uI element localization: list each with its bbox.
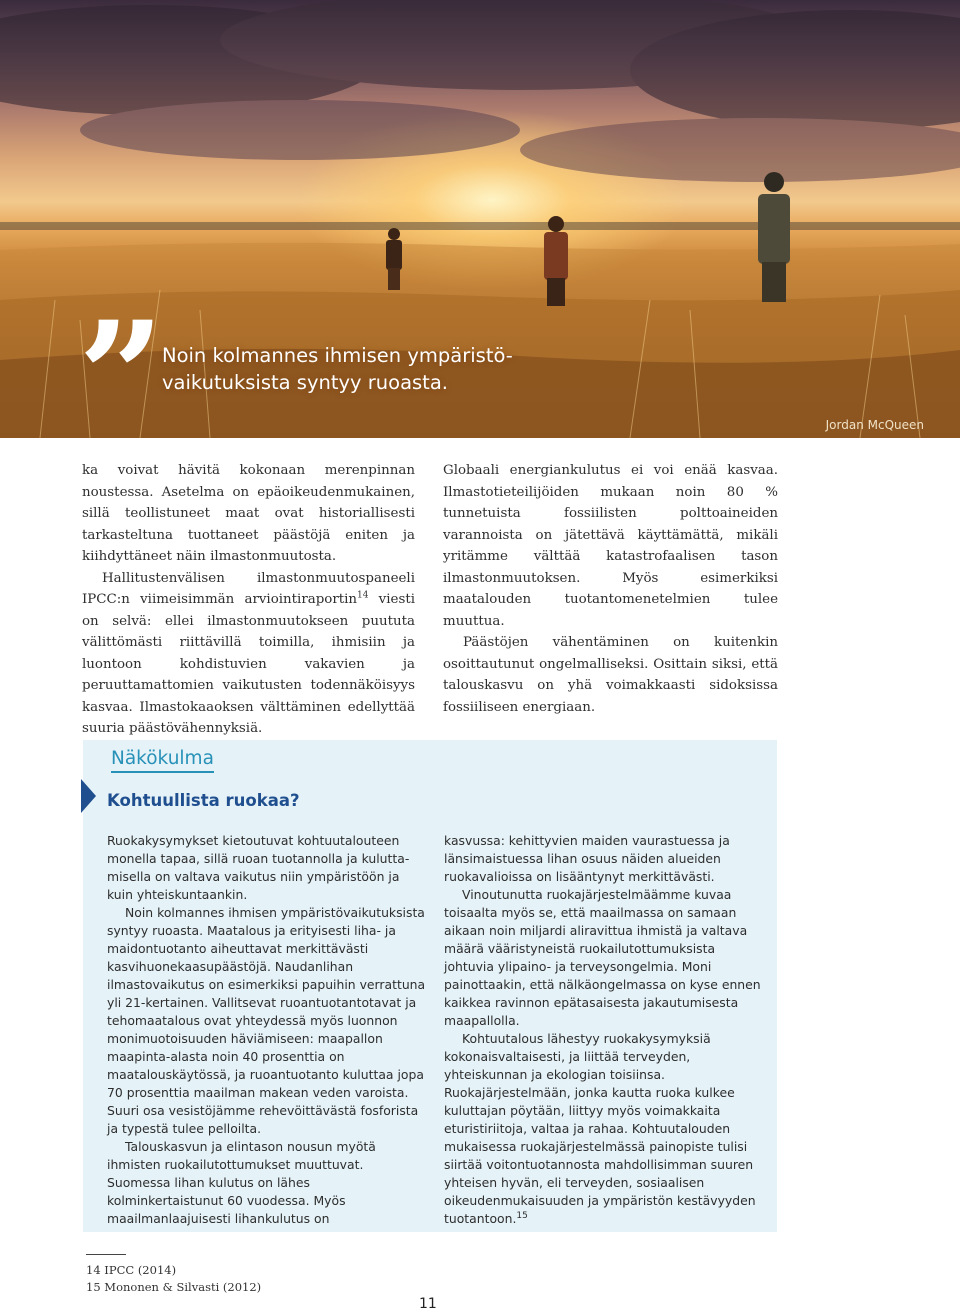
photo-credit: Jordan McQueen <box>825 418 924 432</box>
box-column-right <box>444 832 764 1228</box>
paragraph: Päästöjen vähentäminen on kuitenkin osoittautunut ongelmalliseksi. Osittain siksi, että talouskasvu on yhä voimakkaasti sidoksissa fossiiliseen energiaan. <box>443 635 778 715</box>
paragraph: Ruokakysymykset kietoutuvat kohtuutalouteen monella tapaa, sillä ruoan tuotannolla ja kulutta-misella on valtava vaikutus niin ympäristöön ja kuin yhteiskuntaankin. <box>107 833 410 902</box>
horizon-band <box>0 222 960 230</box>
page-number: 11 <box>419 1296 437 1312</box>
paragraph: Globaali energiankulutus ei voi enää kasvaa. Ilmastotieteilijöiden mukaan noin 80 % tunnetuista fossiilisten polttoaineiden varannoista on jätettävä käyttämättä, mikäli yritämme välttää katastrofaalisen tason ilmastonmuutoksen. Myös esimerkiksi maatalouden tuotantomenetelmien tulee muuttua. <box>443 463 778 629</box>
paragraph-text: viesti on selvä: ellei ilmastonmuutokseen puututa välittömästi riittävillä toimilla, ihmisiin ja luontoon kohdistuvien vakavien ja peruuttamattomien vaikutusten todennäköisyys kasvaa. Ilmastokaaoksen välttäminen edellyttää suuria päästövähennyksiä. <box>82 592 415 736</box>
article-column-left <box>82 460 415 740</box>
person-silhouette-right <box>758 172 790 302</box>
paragraph: ka voivat hävitä kokonaan merenpinnan noustessa. Asetelma on epäoikeudenmukainen, sillä teollistuneet maat ovat historiallisesti tarkasteltuna tuottaneet päästöjä eniten ja kiihdyttäneet näin ilmastonmuutosta. <box>82 463 415 564</box>
paragraph-text: Kohtuutalous lähestyy ruokakysymyksiä kokonaisvaltaisesti, ja liittää terveyden, yhteiskunnan ja ekologian toisiinsa. Ruokajärjestelmään, jonka kautta ruoka kulkee kuluttajan pöytään, liittyy myös voimakkaita eturistiriitoja, valtaa ja rahaa. Kohtuutalouden mukaisessa ruokajärjestelmässä painopiste tulisi siirtää voitontuotannosta mahdollisimman suuren yhteisen hyvän, eli terveyden, sosiaalisen oikeudenmukaisuuden ja ympäristön kestävyyden tuotantoon. <box>444 1031 756 1226</box>
pull-quote-line-1: Noin kolmannes ihmisen ympäristö- <box>162 344 513 367</box>
footnote-divider <box>86 1254 126 1255</box>
quote-mark-icon: ” <box>78 289 165 438</box>
paragraph: Vinoutunutta ruokajärjestelmäämme kuvaa toisaalta myös se, että maailmassa on samaan aikaan noin miljardi aliravittua ihmistä ja valtava määrä vääristyneistä ruokailutottumuksista johtuvia ylipaino- ja terveysongelmia. Moni painottaakin, että nälkäongelmassa on kyse ennen kaikkea ravinnon epätasaisesta jakautumisesta maapallolla. <box>444 887 761 1028</box>
footnote-item: 15 Mononen & Silvasti (2012) <box>86 1280 262 1294</box>
paragraph: kasvussa: kehittyvien maiden vaurastuessa ja länsimaistuessa lihan osuus näiden alueiden ruokavalioissa on lisääntynyt merkittävästi. <box>444 833 730 884</box>
footnotes <box>86 1262 261 1296</box>
box-label: Näkökulma <box>111 748 214 773</box>
paragraph: Noin kolmannes ihmisen ympäristövaikutuksista syntyy ruoasta. Maatalous ja erityisesti liha- ja maidontuotanto aiheuttavat merkittävästi kasvihuonekaasupäästöjä. Naudanlihan ilmastovaikutus on esimerkiksi papuihin verrattuna yli 21-kertainen. Vallitsevat ruoantuotantotavat ja tehomaatalous ovat yhteydessä myös luonnon monimuotoisuuden häviämiseen: maapallon maapinta-alasta noin 40 prosenttia on maatalouskäytössä, ja ruoantuotanto kuluttaa jopa 70 prosenttia maailman makean veden varoista. Suuri osa vesistöjämme rehevöittävästä fosforista ja typestä tulee pelloilta. <box>107 905 426 1136</box>
arrow-marker-icon <box>81 779 96 813</box>
paragraph <box>444 1030 764 1228</box>
footnote-ref: 15 <box>516 1210 528 1221</box>
hero-photo <box>0 0 960 438</box>
pull-quote-line-2: vaikutuksista syntyy ruoasta. <box>162 371 448 394</box>
box-heading: Kohtuullista ruokaa? <box>107 791 300 810</box>
article-column-right <box>443 460 778 718</box>
footnote-item: 14 IPCC (2014) <box>86 1263 177 1277</box>
paragraph: Talouskasvun ja elintason nousun myötä ihmisten ruokailutottumukset muuttuvat. Suomessa lihan kulutus on lähes kolminkertaistunut 60 vuodessa. Myös maailmanlaajuisesti lihankulutus on <box>107 1139 376 1226</box>
pull-quote <box>162 342 622 396</box>
footnote-ref: 14 <box>357 590 369 601</box>
perspective-box <box>83 740 777 1232</box>
cloud-layer <box>0 0 960 182</box>
paragraph <box>82 568 415 740</box>
box-column-left <box>107 832 427 1228</box>
paragraph-text: Hallitustenvälisen ilmastonmuutospaneeli IPCC:n viimeisimmän arviointiraportin <box>82 570 415 607</box>
person-silhouette-left <box>386 228 402 290</box>
